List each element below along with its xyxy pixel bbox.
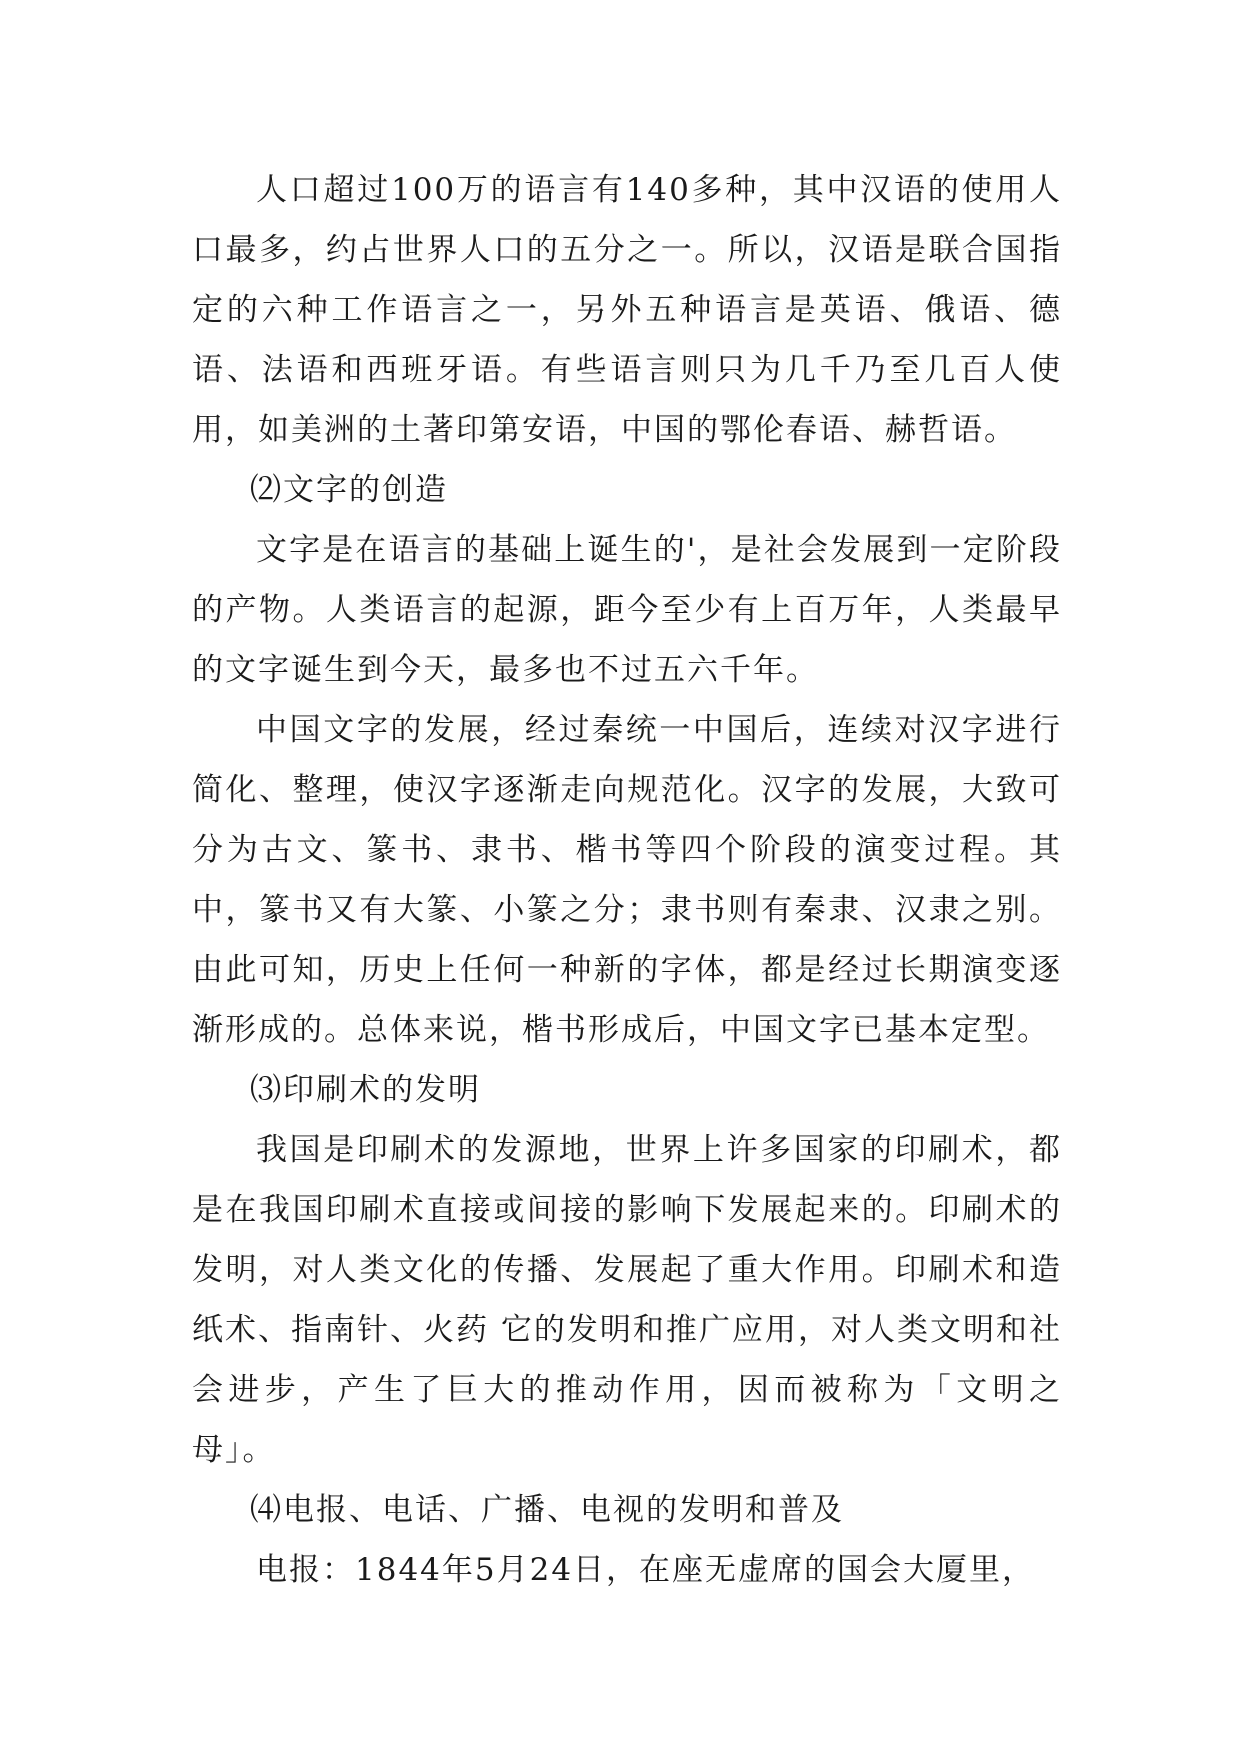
- paragraph-language-population: 人口超过100万的语言有140多种，其中汉语的使用人口最多，约占世界人口的五分之一。所以，汉语是联合国指定的六种工作语言之一，另外五种语言是英语、俄语、德语、法语和西班牙语。有些语言则只为几千乃至几百人使用，如美洲的土著印第安语，中国的鄂伦春语、赫哲语。: [192, 172, 1062, 448]
- heading-writing-creation: ⑵文字的创造: [250, 472, 448, 508]
- document-body: [192, 160, 1062, 1600]
- paragraph-chinese-script-development: 中国文字的发展，经过秦统一中国后，连续对汉字进行简化、整理，使汉字逐渐走向规范化。汉字的发展，大致可分为古文、篆书、隶书、楷书等四个阶段的演变过程。其中，篆书又有大篆、小篆之分；隶书则有秦隶、汉隶之别。由此可知，历史上任何一种新的字体，都是经过长期演变逐渐形成的。总体来说，楷书形成后，中国文字已基本定型。: [192, 712, 1062, 1048]
- paragraph-telegraph: 电报：1844年5月24日，在座无虚席的国会大厦里，: [256, 1552, 1036, 1588]
- heading-telecom-invention: ⑷电报、电话、广播、电视的发明和普及: [250, 1492, 844, 1528]
- heading-printing-invention: ⑶印刷术的发明: [250, 1072, 481, 1108]
- paragraph-printing: 我国是印刷术的发源地，世界上许多国家的印刷术，都是在我国印刷术直接或间接的影响下发展起来的。印刷术的发明，对人类文化的传播、发展起了重大作用。印刷术和造纸术、指南针、火药 它的发明和推广应用，对人类文明和社会进步，产生了巨大的推动作用，因而被称为「文明之母」。: [192, 1132, 1062, 1468]
- paragraph-writing-origin: 文字是在语言的基础上诞生的'，是社会发展到一定阶段的产物。人类语言的起源，距今至少有上百万年，人类最早的文字诞生到今天，最多也不过五六千年。: [192, 532, 1062, 688]
